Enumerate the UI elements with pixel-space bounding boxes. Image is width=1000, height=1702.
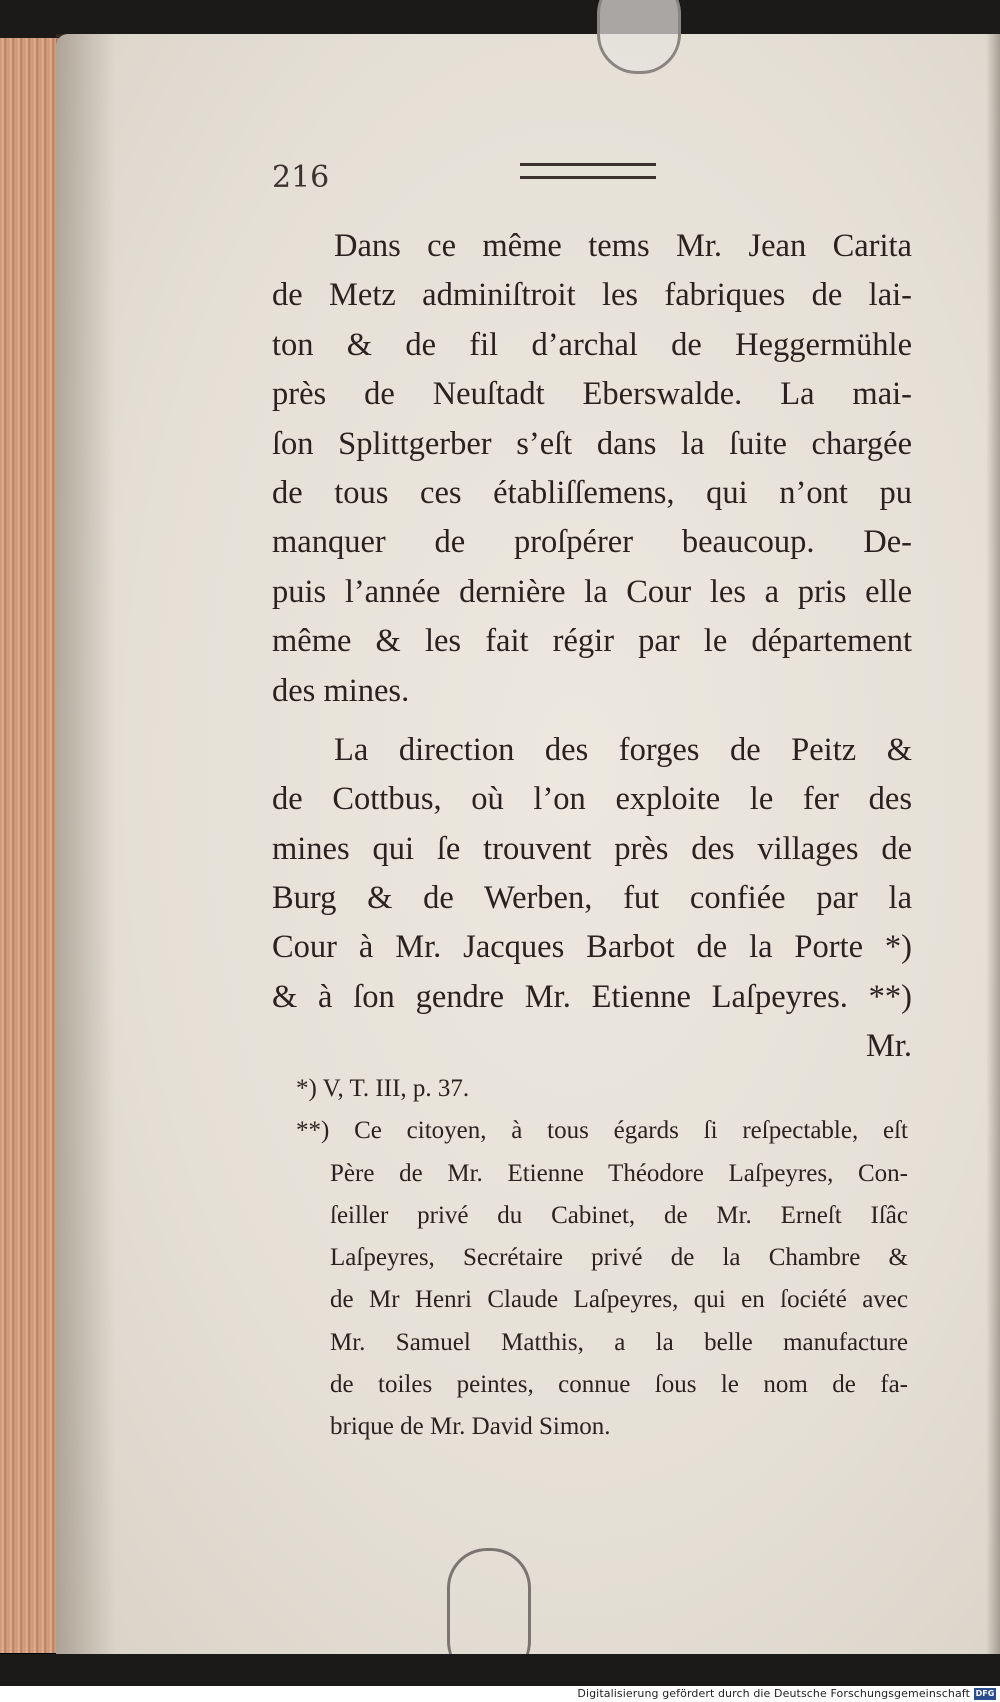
funding-credit: Digitalisierung gefördert durch die Deutsche Forschungsgemeinschaft xyxy=(577,1687,970,1700)
main-text xyxy=(272,222,912,1072)
gutter-shadow xyxy=(56,34,116,1656)
footnote-line: de Mr Henri Claude Laſpeyres, qui en ſociété avec xyxy=(330,1286,908,1314)
text-line: puis l’année dernière la Cour les a pris elle xyxy=(272,573,912,610)
text-line: manquer de proſpérer beaucoup. De- xyxy=(272,524,912,561)
dfg-logo: DFG xyxy=(975,1689,995,1698)
text-line: ſon Splittgerber s’eſt dans la ſuite chargée xyxy=(272,425,912,462)
footnote-line: ſeiller privé du Cabinet, de Mr. Erneſt Iſâc xyxy=(330,1201,908,1229)
text-line: ton & de fil d’archal de Heggermühle xyxy=(272,326,912,363)
page-right-shadow xyxy=(986,34,1000,1656)
footnote-line: de toiles peintes, connue ſous le nom de fa- xyxy=(330,1371,908,1399)
footnote-line: *) V, T. III, p. 37. xyxy=(296,1075,470,1102)
text-line: près de Neuſtadt Eberswalde. La mai- xyxy=(272,376,912,413)
footnote-line: Père de Mr. Etienne Théodore Laſpeyres, Con- xyxy=(330,1159,908,1187)
text-line: & à ſon gendre Mr. Etienne Laſpeyres. **) xyxy=(272,978,912,1015)
top-clip xyxy=(597,0,681,74)
page-number: 216 xyxy=(272,160,330,195)
footnote-line: Laſpeyres, Secrétaire privé de la Chambre & xyxy=(330,1244,908,1272)
text-line: Cour à Mr. Jacques Barbot de la Porte *) xyxy=(272,929,912,966)
footnote-line: **) Ce citoyen, à tous égards ſi reſpectable, eſt xyxy=(296,1117,908,1145)
text-line: Burg & de Werben, fut confiée par la xyxy=(272,880,912,917)
text-line: mines qui ſe trouvent près des villages de xyxy=(272,830,912,867)
text-line: Dans ce même tems Mr. Jean Carita xyxy=(334,228,912,264)
text-line: de tous ces établiſſemens, qui n’ont pu xyxy=(272,474,912,511)
text-line: de Metz adminiſtroit les fabriques de lai- xyxy=(272,277,912,314)
footnote-line: brique de Mr. David Simon. xyxy=(330,1413,611,1441)
text-line: La direction des forges de Peitz & xyxy=(334,731,912,768)
header-rule xyxy=(520,163,656,179)
footnote-line: Mr. Samuel Matthis, a la belle manufacture xyxy=(330,1328,908,1356)
book-page-edges xyxy=(0,38,60,1653)
text-line: des mines. xyxy=(272,672,410,709)
footnotes xyxy=(296,1068,908,1449)
catchword: Mr. xyxy=(865,1028,912,1065)
text-line: même & les fait régir par le département xyxy=(272,623,912,660)
text-line: de Cottbus, où l’on exploite le fer des xyxy=(272,781,912,818)
